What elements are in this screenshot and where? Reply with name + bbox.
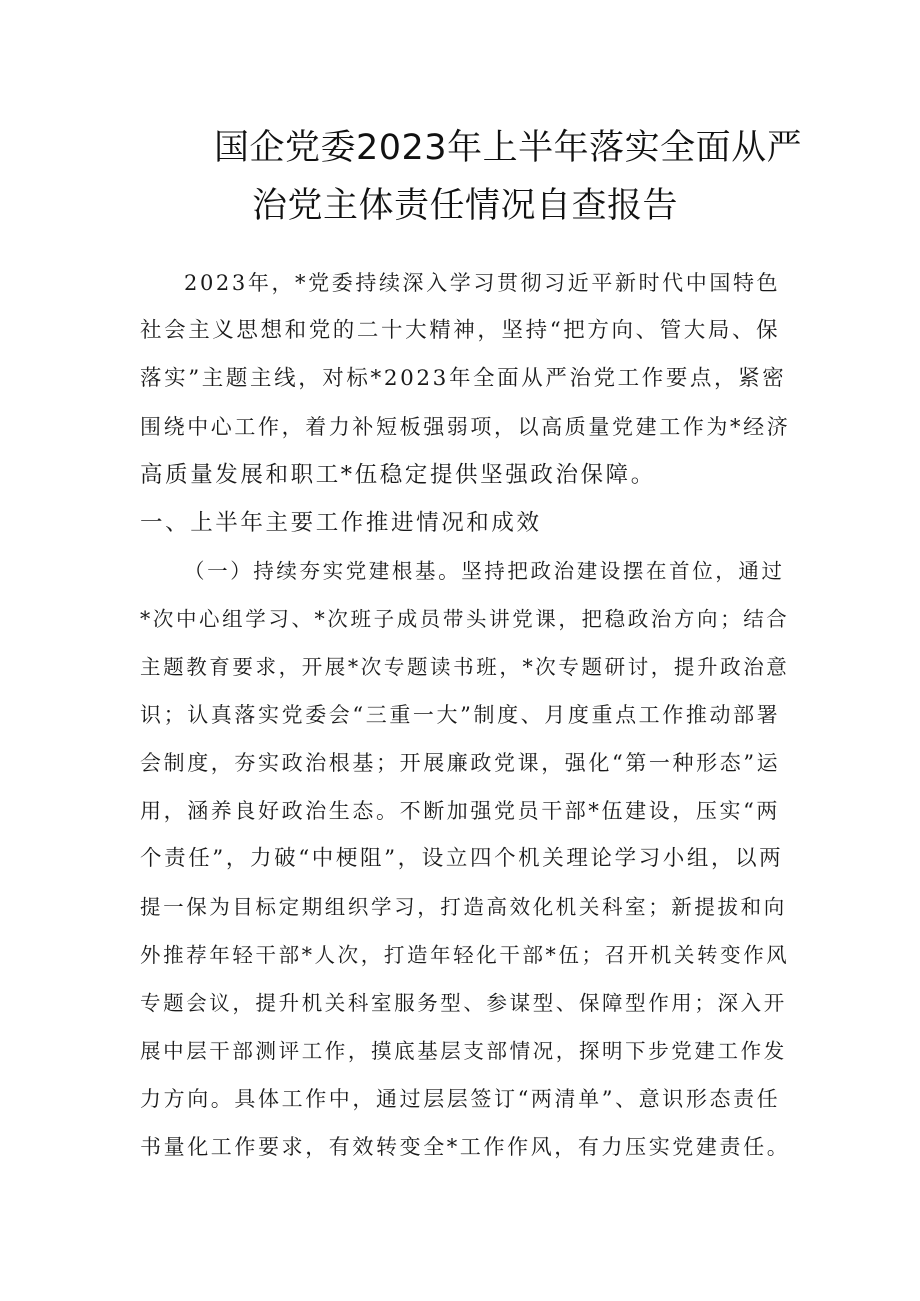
paragraph-line: 专题会议，提升机关科室服务型、参谋型、保障型作用；深入开 <box>140 991 787 1015</box>
section-heading: 一、上半年主要工作推进情况和成效 <box>140 510 542 536</box>
paragraph-line: *次中心组学习、*次班子成员带头讲党课，把稳政治方向；结合 <box>140 607 790 631</box>
paragraph-line: 主题教育要求，开展*次专题读书班，*次专题研讨，提升政治意 <box>140 655 790 679</box>
paragraph-line: 用，涵养良好政治生态。不断加强党员干部*伍建设，压实“两 <box>140 799 781 823</box>
paragraph-line: 高质量发展和职工*伍稳定提供坚强政治保障。 <box>140 462 656 488</box>
paragraph-line: 2023年，*党委持续深入学习贯彻习近平新时代中国特色 <box>184 271 781 295</box>
paragraph-line: 识；认真落实党委会“三重一大”制度、月度重点工作推动部署 <box>140 703 781 727</box>
paragraph-line: 提一保为目标定期组织学习，打造高效化机关科室；新提拔和向 <box>140 895 787 919</box>
paragraph-line: 落实”主题主线，对标*2023年全面从严治党工作要点，紧密 <box>140 366 787 391</box>
paragraph-line: （一）持续夯实党建根基。坚持把政治建设摆在首位，通过 <box>184 559 785 583</box>
paragraph-line: 个责任”，力破“中梗阻”，设立四个机关理论学习小组，以两 <box>140 846 784 871</box>
paragraph-line: 社会主义思想和党的二十大精神，坚持“把方向、管大局、保 <box>140 318 781 343</box>
paragraph-line: 书量化工作要求，有效转变全*工作作风，有力压实党建责任。 <box>140 1135 791 1159</box>
paragraph-line: 外推荐年轻干部*人次，打造年轻化干部*伍；召开机关转变作风 <box>140 943 790 967</box>
paragraph-line: 力方向。具体工作中，通过层层签订“两清单”、意识形态责任 <box>140 1087 781 1111</box>
paragraph-line: 会制度，夯实政治根基；开展廉政党课，强化“第一种形态”运 <box>140 751 781 775</box>
document-title-line-2: 治党主体责任情况自查报告 <box>252 186 679 226</box>
paragraph-line: 围绕中心工作，着力补短板强弱项，以高质量党建工作为*经济 <box>140 415 791 439</box>
document-title-line-1: 国企党委2023年上半年落实全面从严 <box>214 128 803 168</box>
paragraph-line: 展中层干部测评工作，摸底基层支部情况，探明下步党建工作发 <box>140 1039 787 1063</box>
